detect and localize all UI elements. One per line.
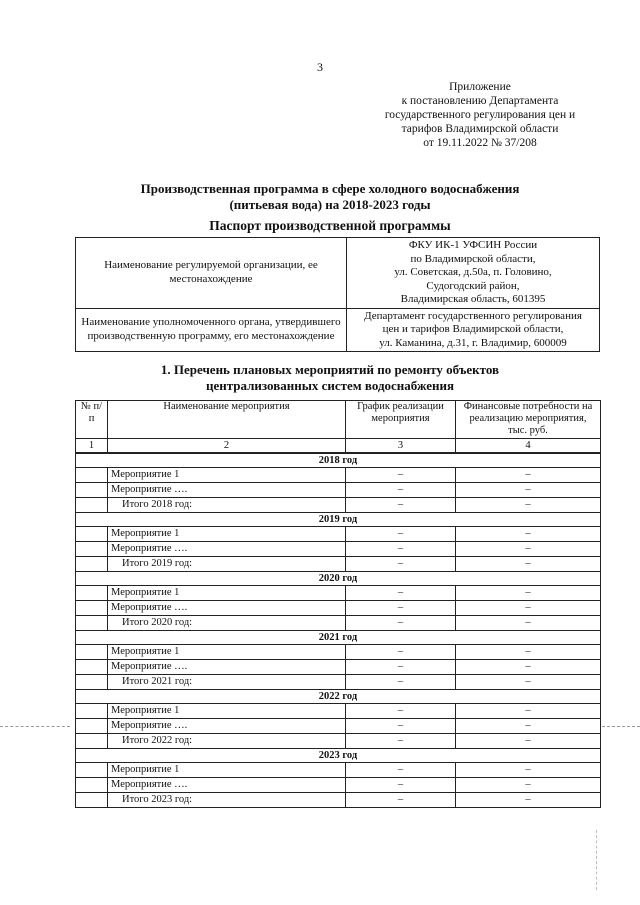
event-name: Мероприятие 1: [108, 763, 346, 778]
event-num: [76, 542, 108, 557]
years-body: [76, 453, 601, 808]
year-total-row: [76, 616, 601, 631]
year-header-row: [76, 690, 601, 704]
year-label: 2020 год: [76, 572, 601, 586]
header-name: Наименование мероприятия: [108, 401, 346, 439]
event-num: [76, 660, 108, 675]
year-label: 2022 год: [76, 690, 601, 704]
events-header-row: [76, 401, 601, 439]
event-name: Мероприятие 1: [108, 468, 346, 483]
year-header-row: [76, 513, 601, 527]
year-label: 2023 год: [76, 749, 601, 763]
event-finance: –: [456, 468, 601, 483]
event-finance: –: [456, 601, 601, 616]
event-name: Мероприятие 1: [108, 527, 346, 542]
event-finance: –: [456, 557, 601, 572]
event-schedule: –: [346, 704, 456, 719]
passport-row-authority: [76, 308, 600, 352]
event-name: Мероприятие 1: [108, 586, 346, 601]
event-schedule: –: [346, 675, 456, 690]
event-schedule: –: [346, 468, 456, 483]
authority-value-line: цен и тарифов Владимирской области,: [382, 323, 564, 335]
event-finance: –: [456, 660, 601, 675]
event-row: [76, 468, 601, 483]
event-num: [76, 586, 108, 601]
event-schedule: –: [346, 793, 456, 808]
year-label: 2018 год: [76, 453, 601, 468]
event-finance: –: [456, 483, 601, 498]
section-1-title: [60, 362, 600, 393]
event-schedule: –: [346, 660, 456, 675]
event-finance: –: [456, 734, 601, 749]
event-num: [76, 468, 108, 483]
event-num: [76, 763, 108, 778]
org-value-line: ул. Советская, д.50а, п. Головино,: [394, 266, 552, 278]
event-num: [76, 601, 108, 616]
org-value-line: по Владимирской области,: [410, 252, 536, 265]
event-row: [76, 660, 601, 675]
header-num: № п/п: [76, 401, 108, 439]
event-finance: –: [456, 778, 601, 793]
event-finance: –: [456, 527, 601, 542]
event-num: [76, 719, 108, 734]
event-num: [76, 704, 108, 719]
event-num: [76, 793, 108, 808]
event-name: Итого 2021 год:: [108, 675, 346, 690]
year-label: 2021 год: [76, 631, 601, 645]
event-row: [76, 645, 601, 660]
event-name: Мероприятие ….: [108, 542, 346, 557]
event-num: [76, 483, 108, 498]
event-finance: –: [456, 586, 601, 601]
section-title-line: 1. Перечень плановых мероприятий по ремонту объектов: [160, 362, 500, 377]
event-schedule: –: [346, 763, 456, 778]
column-numbers-row: [76, 439, 601, 454]
passport-table: [75, 237, 600, 352]
event-schedule: –: [346, 557, 456, 572]
year-total-row: [76, 793, 601, 808]
org-label: Наименование регулируемой организации, ее местонахождение: [76, 238, 347, 309]
event-name: Мероприятие ….: [108, 778, 346, 793]
appendix-line: Приложение: [449, 81, 511, 93]
org-value-line: ФКУ ИК-1 УФСИН России: [408, 239, 538, 251]
event-num: [76, 734, 108, 749]
year-header-row: [76, 453, 601, 468]
event-row: [76, 483, 601, 498]
event-row: [76, 601, 601, 616]
event-schedule: –: [346, 498, 456, 513]
authority-value-line: ул. Каманина, д.31, г. Владимир, 600009: [379, 336, 567, 349]
event-row: [76, 527, 601, 542]
passport-row-organization: [76, 238, 600, 309]
event-row: [76, 719, 601, 734]
event-name: Мероприятие ….: [108, 660, 346, 675]
event-name: Мероприятие 1: [108, 704, 346, 719]
event-finance: –: [456, 675, 601, 690]
org-value: [347, 238, 600, 309]
authority-label: Наименование уполномоченного органа, утвердившего производственную программу, его местонахождение: [76, 308, 347, 352]
event-row: [76, 778, 601, 793]
event-finance: –: [456, 763, 601, 778]
year-total-row: [76, 498, 601, 513]
col-number: 1: [76, 439, 108, 454]
passport-title: Паспорт производственной программы: [209, 218, 451, 233]
authority-value-line: Департамент государственного регулирования: [364, 309, 582, 322]
event-name: Мероприятие ….: [108, 719, 346, 734]
events-table: [75, 400, 601, 808]
title-line: Производственная программа в сфере холодного водоснабжения: [140, 181, 520, 196]
year-total-row: [76, 675, 601, 690]
event-name: Итого 2023 год:: [108, 793, 346, 808]
scan-artifact-line: [0, 726, 70, 727]
year-header-row: [76, 631, 601, 645]
org-value-line: Судогодский район,: [426, 279, 520, 292]
event-schedule: –: [346, 601, 456, 616]
col-number: 2: [108, 439, 346, 454]
section-title-line: централизованных систем водоснабжения: [205, 377, 455, 393]
scan-artifact-mark: [596, 830, 598, 890]
col-number: 3: [346, 439, 456, 454]
event-finance: –: [456, 645, 601, 660]
event-name: Мероприятие 1: [108, 645, 346, 660]
event-name: Мероприятие ….: [108, 601, 346, 616]
event-row: [76, 704, 601, 719]
event-schedule: –: [346, 734, 456, 749]
year-total-row: [76, 557, 601, 572]
page-number: 3: [317, 60, 323, 74]
event-num: [76, 557, 108, 572]
scan-artifact-line: [602, 726, 640, 727]
event-row: [76, 586, 601, 601]
header-finance: Финансовые потребности на реализацию мероприятия, тыс. руб.: [456, 401, 601, 439]
event-name: Итого 2020 год:: [108, 616, 346, 631]
year-header-row: [76, 749, 601, 763]
year-total-row: [76, 734, 601, 749]
appendix-line: тарифов Владимирской области: [401, 123, 559, 135]
event-num: [76, 778, 108, 793]
appendix-line: к постановлению Департамента: [401, 95, 559, 107]
org-value-line: Владимирская область, 601395: [400, 293, 546, 305]
event-schedule: –: [346, 778, 456, 793]
appendix-line: государственного регулирования цен и: [384, 109, 576, 121]
event-schedule: –: [346, 483, 456, 498]
event-num: [76, 616, 108, 631]
year-label: 2019 год: [76, 513, 601, 527]
event-schedule: –: [346, 616, 456, 631]
title-line: (питьевая вода) на 2018-2023 годы: [229, 197, 431, 212]
event-schedule: –: [346, 586, 456, 601]
event-row: [76, 763, 601, 778]
event-finance: –: [456, 616, 601, 631]
event-row: [76, 542, 601, 557]
event-schedule: –: [346, 719, 456, 734]
event-name: Итого 2019 год:: [108, 557, 346, 572]
col-number: 4: [456, 439, 601, 454]
event-finance: –: [456, 542, 601, 557]
event-finance: –: [456, 704, 601, 719]
event-finance: –: [456, 793, 601, 808]
appendix-header: [360, 80, 600, 150]
event-name: Итого 2018 год:: [108, 498, 346, 513]
appendix-line: от 19.11.2022 № 37/208: [423, 137, 537, 149]
year-header-row: [76, 572, 601, 586]
event-schedule: –: [346, 527, 456, 542]
event-schedule: –: [346, 645, 456, 660]
event-num: [76, 498, 108, 513]
event-name: Итого 2022 год:: [108, 734, 346, 749]
event-schedule: –: [346, 542, 456, 557]
event-num: [76, 645, 108, 660]
event-num: [76, 527, 108, 542]
event-num: [76, 675, 108, 690]
document-title: [60, 181, 600, 213]
event-finance: –: [456, 498, 601, 513]
authority-value: [347, 308, 600, 352]
event-name: Мероприятие ….: [108, 483, 346, 498]
event-finance: –: [456, 719, 601, 734]
header-schedule: График реализации мероприятия: [346, 401, 456, 439]
